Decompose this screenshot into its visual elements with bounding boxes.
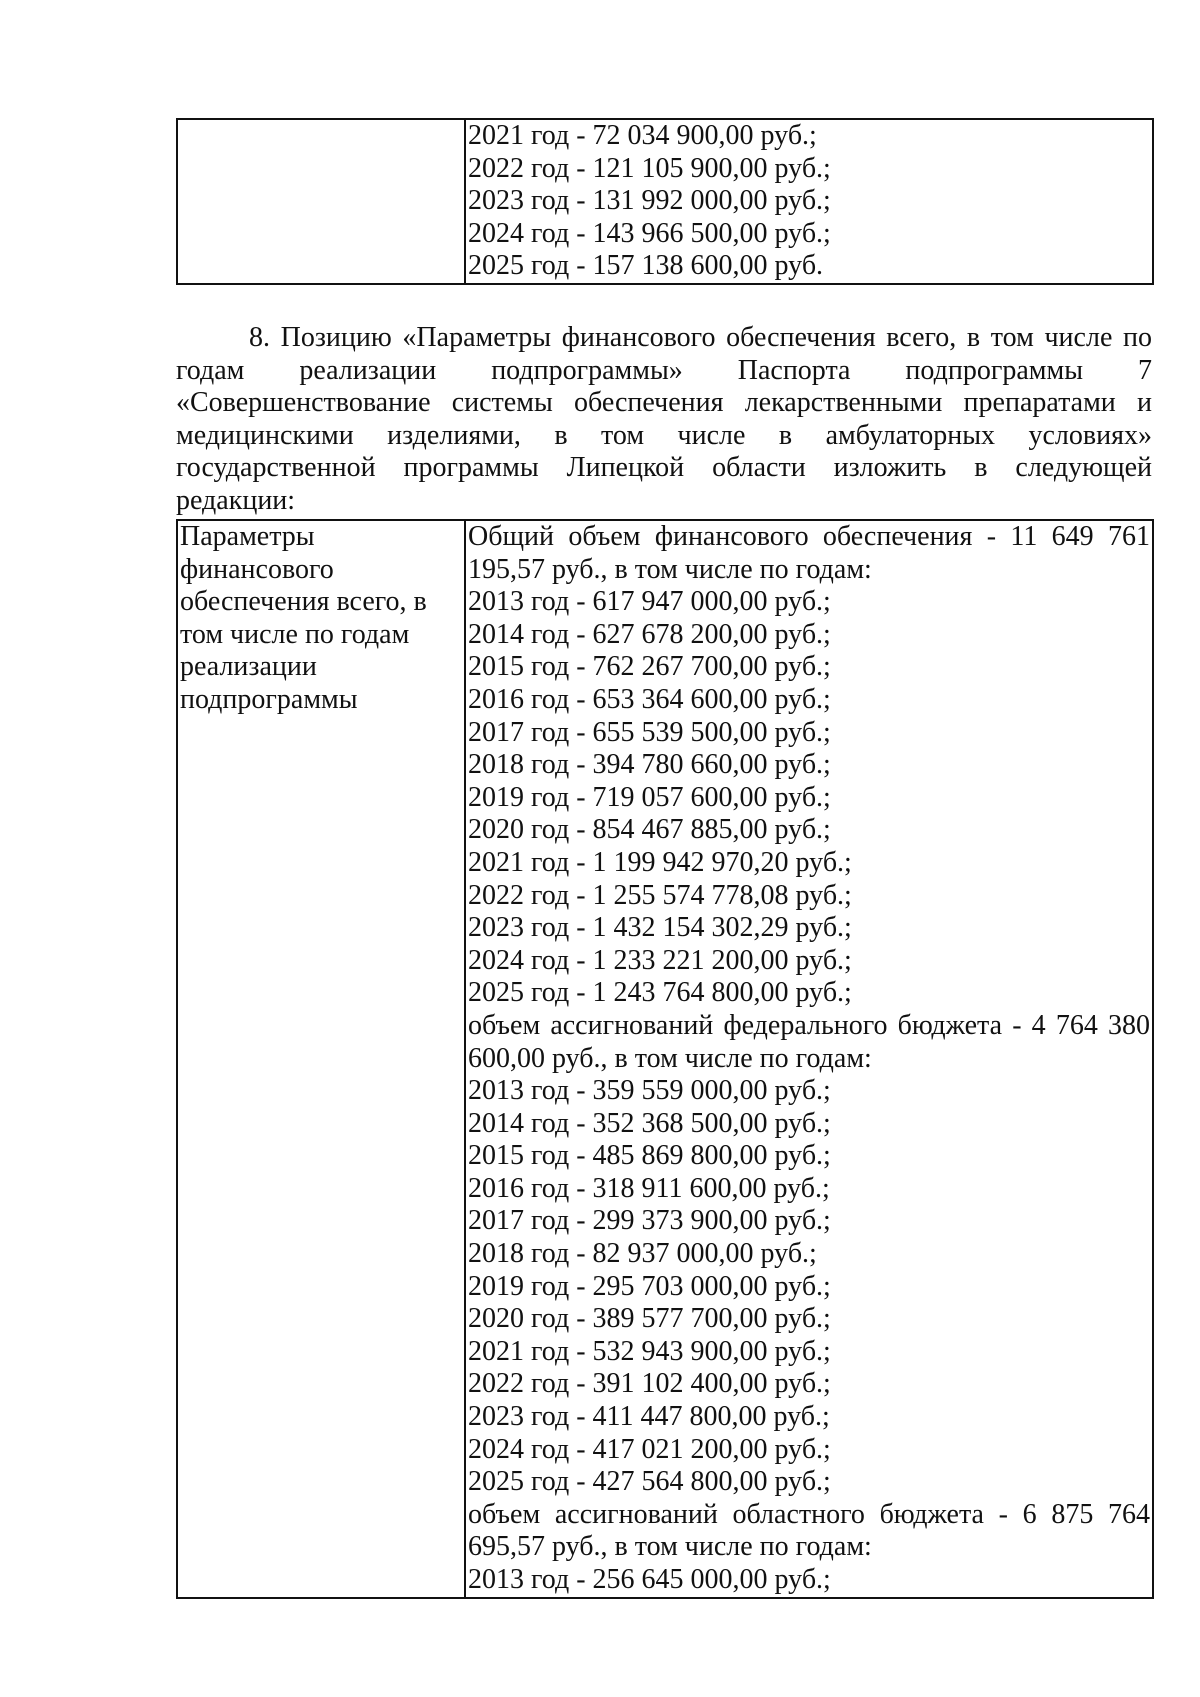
funding-line: 2019 год - 719 057 600,00 руб.; [468, 781, 831, 813]
funding-line: 2018 год - 394 780 660,00 руб.; [468, 749, 831, 781]
funding-line: 2019 год - 295 703 000,00 руб.; [468, 1270, 831, 1302]
funding-year-line: 2021 год - 72 034 900,00 руб.; [468, 120, 817, 151]
funding-line: 2013 год - 256 645 000,00 руб.; [468, 1564, 831, 1595]
funding-parameters-table [176, 519, 1154, 1599]
table-row [177, 119, 1153, 284]
funding-line: 2017 год - 299 373 900,00 руб.; [468, 1205, 831, 1237]
paragraph-line: «Совершенствование системы обеспечения лекарственными препаратами и [176, 387, 1152, 419]
funding-line: 2018 год - 82 937 000,00 руб.; [468, 1238, 817, 1270]
funding-line: 2014 год - 352 368 500,00 руб.; [468, 1107, 831, 1139]
paragraph-line: государственной программы Липецкой области изложить в следующей [176, 452, 1152, 484]
funding-line: 2025 год - 1 243 764 800,00 руб.; [468, 977, 852, 1009]
parameter-label-line: финансового [180, 553, 334, 585]
parameter-label-line: Параметры [180, 521, 315, 552]
funding-line: 695,57 руб., в том числе по годам: [468, 1531, 872, 1563]
paragraph-line: редакции: [176, 484, 296, 516]
funding-line: 2016 год - 653 364 600,00 руб.; [468, 683, 831, 715]
funding-year-line: 2022 год - 121 105 900,00 руб.; [468, 152, 831, 184]
funding-line: 2016 год - 318 911 600,00 руб.; [468, 1172, 830, 1204]
paragraph-line: медицинскими изделиями, в том числе в амбулаторных условиях» [176, 419, 1152, 451]
funding-line: 2024 год - 1 233 221 200,00 руб.; [468, 944, 852, 976]
funding-line: 2017 год - 655 539 500,00 руб.; [468, 716, 831, 748]
funding-line: Общий объем финансового обеспечения - 11 649 761 [468, 521, 1150, 552]
funding-line: 2013 год - 359 559 000,00 руб.; [468, 1075, 831, 1107]
funding-year-line: 2023 год - 131 992 000,00 руб.; [468, 185, 831, 217]
parameter-label-line: обеспечения всего, в [180, 586, 427, 618]
funding-line: 195,57 руб., в том числе по годам: [468, 553, 872, 585]
funding-line: 2020 год - 854 467 885,00 руб.; [468, 814, 831, 846]
funding-line: 2023 год - 411 447 800,00 руб.; [468, 1401, 830, 1433]
funding-line: 2022 год - 1 255 574 778,08 руб.; [468, 879, 852, 911]
funding-line: 2021 год - 532 943 900,00 руб.; [468, 1335, 831, 1367]
funding-year-line: 2024 год - 143 966 500,00 руб.; [468, 217, 831, 249]
funding-line: 2014 год - 627 678 200,00 руб.; [468, 618, 831, 650]
funding-line: 2025 год - 427 564 800,00 руб.; [468, 1466, 831, 1498]
funding-table-continuation [176, 118, 1154, 285]
paragraph-line: годам реализации подпрограммы» Паспорта подпрограммы 7 [176, 354, 1152, 386]
funding-line: 2022 год - 391 102 400,00 руб.; [468, 1368, 831, 1400]
funding-line: 600,00 руб., в том числе по годам: [468, 1042, 872, 1074]
funding-year-line: 2025 год - 157 138 600,00 руб. [468, 250, 824, 282]
funding-line: 2020 год - 389 577 700,00 руб.; [468, 1303, 831, 1335]
funding-line: 2015 год - 762 267 700,00 руб.; [468, 651, 831, 683]
funding-line: 2024 год - 417 021 200,00 руб.; [468, 1433, 831, 1465]
amendment-paragraph [176, 322, 1152, 518]
funding-line: объем ассигнований областного бюджета - 6 875 764 [468, 1498, 1150, 1530]
parameter-value-cell [465, 520, 1153, 1598]
funding-line: 2015 год - 485 869 800,00 руб.; [468, 1140, 831, 1172]
funding-line: 2021 год - 1 199 942 970,20 руб.; [468, 846, 852, 878]
parameter-label-cell [177, 520, 465, 1598]
value-cell [465, 119, 1153, 284]
parameter-label-line: том числе по годам [180, 618, 410, 650]
funding-line: объем ассигнований федерального бюджета - 4 764 380 [468, 1009, 1150, 1041]
table-row [177, 520, 1153, 1598]
parameter-label-line: реализации [180, 651, 317, 683]
paragraph-line: 8. Позицию «Параметры финансового обеспечения всего, в том числе по [249, 322, 1152, 353]
funding-line: 2013 год - 617 947 000,00 руб.; [468, 586, 831, 618]
label-cell-empty [177, 119, 465, 284]
funding-line: 2023 год - 1 432 154 302,29 руб.; [468, 912, 852, 944]
parameter-label-line: подпрограммы [180, 683, 358, 715]
